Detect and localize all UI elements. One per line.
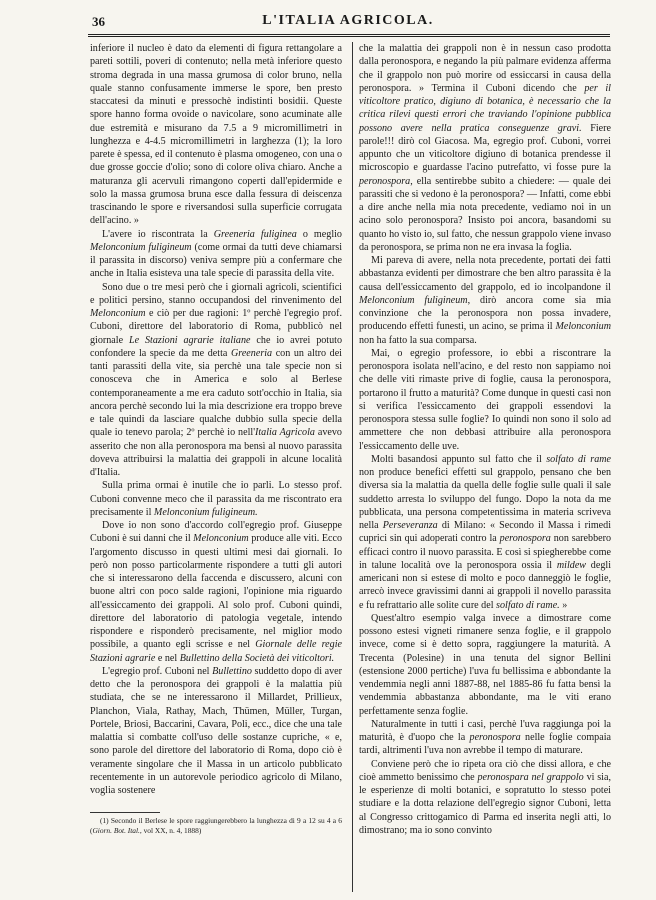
column-separator — [352, 42, 353, 892]
paragraph: Sulla prima ormai è inutile che io parli. Lo stesso prof. Cuboni convenne meco che il parassita da me riscontrato era precisamente il Melonconium fuliginеum. — [90, 480, 342, 518]
paragraph: Molti basandosi appunto sul fatto che il solfato di rame non produce benefici effetti sul grappolo, pensano che ben diversa sia la malattia da quella delle foglie sulle quali il sale suddetto arresta lo sviluppo del fungo. Dopo la nota da me pubblicata, una persona competentissima in materia scriveva nella Perseveranza di Milano: « Secondo il Massa i rimedi cuprici sin qui adoperati contro la peronospora non sarebbero efficaci contro il nuovo parassita. E così si spiegherebbe come in talune località ove la peronospora ossia il mildew degli americani non si estese di molto e poco danneggiò le foglie, arrecò invece gravissimi danni ai grappoli il novello parassita e fu refrattario alle solite cure del solfato di rame. » — [359, 453, 612, 611]
paragraph: Conviene però che io ripeta ora ciò che dissi allora, e che cioè ammetto benissimo che peronospara nel grappolo vi sia, le esperienze di molti botanici, e sopratutto lo stesso potei studiare e la dotta relazione dell'egregio signor Cuboni, letta al Congresso crittogamico di Parma ed inserita negli atti, lo dimostrano; ma io sono convinto — [359, 758, 611, 836]
page-number: 36 — [92, 14, 105, 29]
footnote-rule — [90, 812, 160, 813]
paragraph: Naturalmente in tutti i casi, perchè l'uva raggiunga poi la maturità, è d'uopo che la peronospora nelle foglie compaia tardi, altrimenti l'uva non avrebbe il tempo di maturare. — [359, 718, 611, 757]
paragraph: che la malattia dei grappoli non è in nessun caso prodotta dalla peronospora, e negando la più palmare evidenza afferma che il grappolo non può morire od essiccarsi in causa della peronospora. » Termina il Cuboni dicendo che per il viticoltore pratico, digiuno di botanica, è necessario che la critica rilevi questi errori che traviando l'opinione pubblica possono avere nella pratica conseguenze gravi. Fiere parole!!! dirò col Giacosa. Ma, egregio prof. Cuboni, vorrei appunto che un viticoltore digiuno di botanica prendesse il microscopio e guardasse l'acino putrefatto, vi fosse pure la peronospora, ella sentirebbe subito a chiedere: — quale dei parassiti che si vedono è la peronospora? — Infatti, come ebbi a dire anche nella mia nota precedente, vediamo noi in un acino solo peronospora? Insisto poi ancora, basandomi su quanto ho visto io, sul fatto, che nessun grappolo viene invaso da peronospora, se prima non ne era invasa la foglia. — [359, 43, 611, 253]
paragraph: Sono due o tre mesi però che i giornali agricoli, scientifici e politici persino, stanno occupandosi del rinvenimento del Melonconium e ciò per due ragioni: 1º perchè l'egregio prof. Cuboni, direttore del laboratorio di Roma, pubblicò nel giornale Le Stazioni agrarie italiane che io avrei potuto confondere la specie da me detta Greeneria con un altro dei tanti parassiti della vite, sia perchè una tale specie non si conosceva che in America e solo al Berlese contemporaneamente a me era caduto sott'occhio in Italia, sia ancora perchè secondo lui la mia descrizione era troppo breve e tale quindi da lasciare qualche dubbio sulla specie della quale io tenevo parola; 2º perchè io nell'Italia Agricola avevo asserito che non alla peronospora ma bensì al nuovo parassita doveva attribuirsi la malattia dei grappoli in alcune località d'Italia. — [90, 281, 342, 478]
header-rule — [88, 34, 610, 35]
footnote — [90, 816, 342, 836]
paragraph: Dove io non sono d'accordo coll'egregio prof. Giuseppe Cuboni è sui danni che il Melonconium produce alle viti. Ecco l'argomento discusso in questi ultimi mesi dai giornali. Io però non posso particolarmente rispondere a tutti gli autori che si interessarono della faccenda e discussero, alcuni con buone altri con poco salde ragioni, l'opinione mia riguardo all'essiccamento dei grappoli. Al solo prof. Cuboni quindi, direttore del laboratorio di patologia vegetale, intendo rispondere e risponderò precisamente, nel miglior modo possibile, a quanto egli scrisse e nel Giornale delle regie Stazioni agrarie e nel Bullettino della Società dei viticoltori. — [90, 520, 343, 664]
footnote-text: (1) Secondo il Berlese le spore raggiungerebbero la lunghezza di 9 a 12 su 4 a 6 (Giorn. Bot. Ital., vol XX, n. 4, 1888) — [90, 816, 342, 835]
header-rule-double — [88, 36, 610, 37]
paragraph: Quest'altro esempio valga invece a dimostrare come possono estesi vigneti rimanere senza foglie, e il grappolo invece, come si è detto sopra, raggiungere la maturità. A Trecenta (Polesine) in una tenuta del signor Bellini (estensione 2000 pertiche) l'uva fu bellissima e abbondante la vendemmia negli anni 1887-88, nel 1885-86 fu fatta bensì la vendemmia abbastanza abbondante, ma le viti erano perfettamente senza foglie. — [359, 612, 611, 717]
paragraph: L'avere io riscontrata la Greeneria fuliginea o meglio Melonconium fuliginеum (come ormai da tutti deve chiamarsi il parassita in discorso) veniva sempre più a confermare che anche in Italia esisteva una tale specie di parassita della vite. — [90, 228, 342, 280]
paragraph: Mai, o egregio professore, io ebbi a riscontrare la peronospora isolata nell'acino, e del resto non sappiamo noi che delle viti rimaste prive di foglie, causa la peronospora, portarono il frutto a maturità? Come dunque in questi casi non si verifica l'essiccamento dei grappoli essendovi la peronospora stessa sulle foglie? Io quindi non sono il solo ad ammettere che non debbasi attribuire alla peronospora l'essiccamento delle uve. — [359, 347, 611, 452]
left-column — [90, 42, 342, 797]
running-title: L'ITALIA AGRICOLA. — [262, 13, 434, 28]
page-header — [90, 10, 606, 30]
paragraph: Mi pareva di avere, nella nota precedente, portati dei fatti abbastanza evidenti per dimostrare che ben altro parassita è la causa dell'essiccamento del grappolo, ed io incolpandone il Melonconium fuliginеum, dirò ancora come sia mia convinzione che la peronospora non possa invadere, producendo effetti funesti, un acino, se prima il Melonconium non ha fatto la sua comparsa. — [359, 255, 611, 346]
paragraph: inferiore il nucleo è dato da elementi di figura rettangolare a pareti sottili, poveri di contenuto; nella metà inferiore questo stroma degrada in una massa grumosa di color bruno, nella quale stanno confusamente immerse le spore, ben presto staccatesi da minuti e pressochè indistinti bosidii. Queste spore hanno forma ovoide o navicolare, sono acuminate alle due estremità e misurano da 7.5 a 9 micromillimetri in lunghezza e 4-4.5 micromillimetri in larghezza (1); la loro parete è spessa, ed il contenuto è plasma omogeneo, con una o due grosse goccie d'olio; sono di colore oliva chiaro. Anche a maturanza gli acervuli rimangono coperti dall'epidermide e solo la massa grumosa bruna esce dalla fessura di deiscenza trascinando le spore e riversandosi sulla superficie corrugata dell'acino. » — [90, 43, 342, 227]
paragraph: L'egregio prof. Cuboni nel Bullettino suddetto dopo di aver detto che la peronospora dei grappoli è la malattia più studiata, che se ne interessarono il Millardet, Prillieux, Planchon, Viala, Rathay, Mach, Thümen, Müller, Turgan, Portele, Briosi, Baccarini, Cavara, Poli, ecc., dice che una tale malattia si combatte coll'uso delle sostanze cupriche, « e, sono parole del direttore del laboratorio di Roma, dopo ciò è veramente singolare che il Massa in un articolo pubblicato recentemente in un autorevole periodico agricolo di Milano, voglia sostenere — [90, 665, 342, 796]
right-column — [359, 42, 611, 837]
